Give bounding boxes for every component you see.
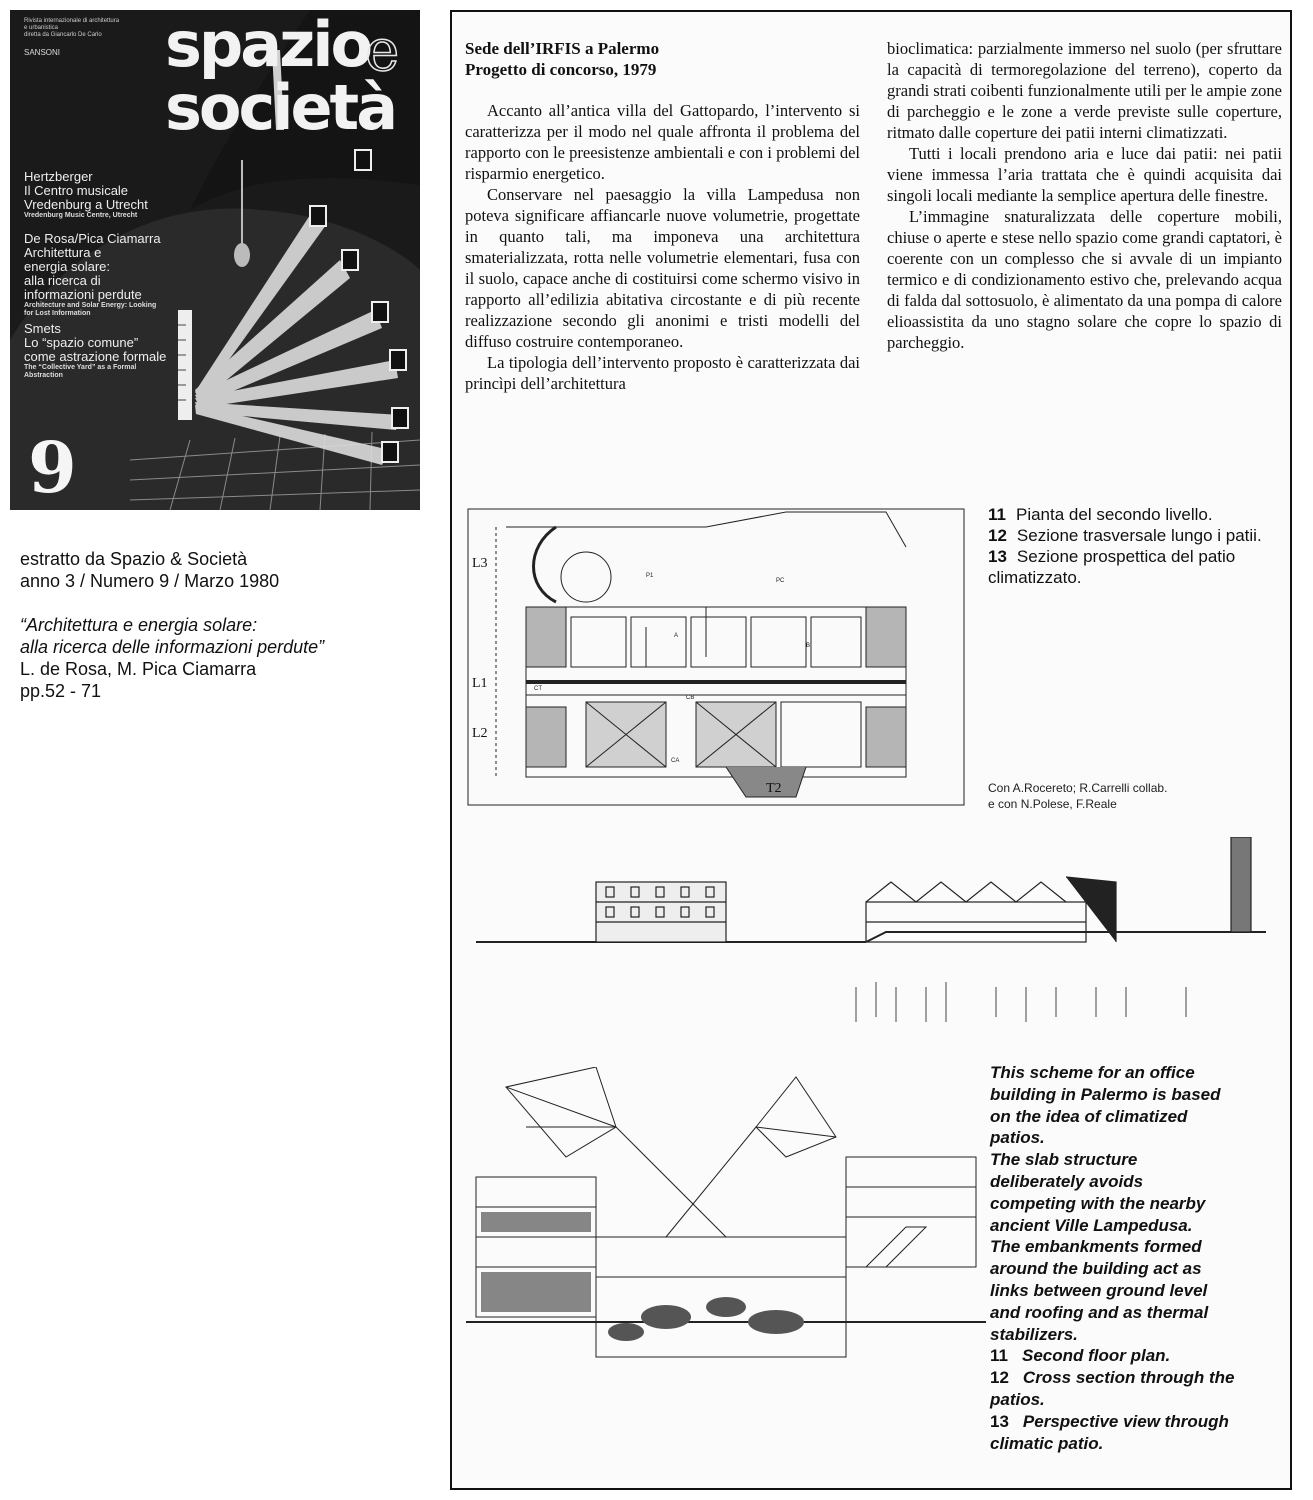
english-summary-line: on the idea of climatized	[990, 1106, 1188, 1126]
caption-item	[988, 525, 1288, 546]
cover-feature-heading: Il Centro musicale	[24, 183, 129, 198]
cover-feature-subtitle: Abstraction	[24, 372, 63, 379]
english-summary-line: links between ground level	[990, 1280, 1208, 1300]
caption-number: 12	[990, 1368, 1009, 1388]
article-page	[450, 10, 1292, 1490]
cover-feature-heading: Architettura e	[24, 245, 102, 260]
cover-feature-subtitle: Architecture and Solar Energy: Looking	[24, 302, 157, 309]
caption-text: Second floor plan.	[1021, 1346, 1171, 1366]
plan-label: L3	[472, 556, 488, 571]
caption-text: Sezione prospettica del patio climatizzato.	[988, 547, 1236, 587]
caption-number: 13	[988, 547, 1007, 566]
magazine-cover	[10, 10, 420, 510]
cover-feature-subtitle: for Lost Information	[24, 310, 91, 317]
cover-feature-heading: Lo “spazio comune”	[24, 335, 139, 350]
article-heading-line: Sede dell’IRFIS a Palermo	[465, 39, 660, 58]
plan-label: L1	[472, 676, 488, 691]
cover-masthead-line: e urbanistica	[24, 25, 59, 31]
cover-feature-heading: come astrazione formale	[24, 349, 167, 364]
cover-publisher: SANSONI	[24, 48, 61, 57]
plan-label: L2	[472, 726, 488, 741]
credit-line: Con A.Rocereto; R.Carrelli collab.	[988, 781, 1168, 795]
cover-feature-heading: De Rosa/Pica Ciamarra	[24, 231, 161, 246]
caption-number: 11	[990, 1346, 1008, 1366]
caption-number: 11	[988, 505, 1006, 524]
cover-masthead-line: diretta da Giancarlo De Carlo	[24, 32, 102, 38]
figure-captions-it	[988, 504, 1288, 588]
caption-number: 13	[990, 1411, 1009, 1431]
floor-plan-drawing	[466, 507, 966, 807]
english-summary-line: and roofing and as thermal	[990, 1302, 1209, 1322]
english-summary-line: The slab structure	[990, 1150, 1138, 1170]
cover-feature-heading: Vredenburg a Utrecht	[24, 197, 148, 212]
article-column-right	[887, 38, 1282, 353]
english-summary-line: ancient Ville Lampedusa.	[990, 1215, 1193, 1235]
cover-title-line2: società	[165, 71, 396, 144]
cover-masthead-line: Rivista internazionale di architettura	[24, 18, 120, 24]
article-paragraph: Accanto all’antica villa del Gattopardo, l’intervento si caratterizza per il modo nel quale affronta il problema del rapporto con le preesistenze ambientali e con i problemi del risparmio energetico.	[465, 101, 860, 183]
caption-item	[990, 1345, 1285, 1367]
article-heading-line: Progetto di concorso, 1979	[465, 60, 657, 79]
cover-feature-heading: Smets	[24, 321, 61, 336]
plan-label: B	[806, 643, 811, 649]
cover-feature-heading: Hertzberger	[24, 169, 93, 184]
cover-feature-heading: alla ricerca di	[24, 273, 101, 288]
cross-section-drawing	[466, 837, 1286, 1027]
english-summary-line: stabilizers.	[990, 1324, 1078, 1344]
citation-block	[20, 548, 420, 702]
citation-issue: anno 3 / Numero 9 / Marzo 1980	[20, 571, 280, 591]
citation-article-title: alla ricerca delle informazioni perdute”	[20, 637, 325, 657]
caption-item	[990, 1367, 1285, 1411]
plan-label: PC	[776, 578, 785, 584]
english-summary-line: around the building act as	[990, 1259, 1202, 1279]
cover-feature-subtitle: Vredenburg Music Centre, Utrecht	[24, 212, 138, 219]
article-paragraph: Tutti i locali prendono aria e luce dai patii: nei patii viene immessa l’aria trattata che è quindi acquisita dai singoli locali mediante la semplice apertura delle finestre.	[887, 144, 1282, 205]
caption-number: 12	[988, 526, 1007, 545]
plan-label: T2	[766, 781, 782, 796]
cover-title-line1: spazio	[165, 10, 371, 81]
english-summary-line: competing with the nearby	[990, 1193, 1206, 1213]
article-paragraph: La tipologia dell’intervento proposto è caratterizzata dai princìpi dell’architettura	[465, 353, 860, 393]
cover-feature-heading: informazioni perdute	[24, 287, 142, 302]
article-heading	[465, 38, 860, 80]
english-summary-line: patios.	[990, 1128, 1045, 1148]
plan-label: CT	[534, 686, 542, 692]
citation-source: estratto da Spazio & Società	[20, 549, 248, 569]
english-summary-line: deliberately avoids	[990, 1171, 1144, 1191]
article-paragraph: L’immagine snaturalizzata delle coperture mobili, chiuse o aperte e stese nello spazio come grandi captatori, è coerente con un complesso che si avvale di un impianto termico e di condizionamento estivo che, prelevando acqua di falda dal sottosuolo, è alimentato da una pompa di calore elioassistita da uno stagno solare che copre lo spazio di parcheggio.	[887, 207, 1282, 352]
credit-line: e con N.Polese, F.Reale	[988, 797, 1117, 811]
caption-item	[988, 546, 1288, 588]
plan-label: CA	[671, 758, 680, 764]
caption-text: Sezione trasversale lungo i patii.	[1016, 526, 1262, 545]
plan-label: CB	[686, 695, 695, 701]
caption-text: Perspective view through climatic patio.	[990, 1411, 1229, 1453]
cover-feature-block	[24, 232, 161, 318]
plan-label: P1	[646, 573, 654, 579]
cover-feature-block	[24, 322, 166, 380]
article-paragraph: bioclimatica: parzialmente immerso nel suolo (per sfruttare la capacità di termoregolazione del terreno), coperto da grandi strati coibenti funzionalmente utili per le ampie zone di parcheggio e le zone a verde previste sulle coperture, ritmato dalle coperture dei patii interni climatizzati.	[887, 39, 1282, 142]
citation-pages: pp.52 - 71	[20, 681, 102, 701]
citation-article-title: “Architettura e energia solare:	[20, 615, 258, 635]
cover-feature-subtitle: The “Collective Yard” as a Formal	[24, 364, 137, 371]
english-summary-line: The embankments formed	[990, 1237, 1202, 1257]
caption-text: Pianta del secondo livello.	[1015, 505, 1213, 524]
caption-item	[988, 504, 1288, 525]
plan-label: A	[674, 633, 679, 639]
perspective-section-drawing	[466, 1067, 986, 1372]
collaborators-credit	[988, 780, 1288, 812]
cover-issue-number: 9	[28, 426, 77, 509]
figure-captions-en	[990, 1062, 1285, 1454]
citation-authors: L. de Rosa, M. Pica Ciamarra	[20, 659, 257, 679]
caption-text: Cross section through the patios.	[990, 1368, 1235, 1409]
cover-feature-heading: energia solare:	[24, 259, 110, 274]
article-paragraph: Conservare nel paesaggio la villa Lampedusa non poteva significare affiancarle nuove volumetrie, progettate in quanto tali, ma imponeva una architettura smaterializzata, rotta nelle volumetrie elementari, fusa con il suolo, capace anche di costituirsi come schermo visivo in rapporto all’edilizia abitativa circostante e di più recente realizzazione secondo gli anonimi e tristi modelli del diffuso costruire contemporaneo.	[465, 185, 860, 351]
english-summary-line: This scheme for an office	[990, 1063, 1195, 1082]
cover-title-e: e	[365, 16, 400, 84]
article-column-left	[465, 38, 860, 394]
cover-feature-block	[24, 170, 148, 220]
english-summary-line: building in Palermo is based	[990, 1084, 1221, 1104]
caption-item	[990, 1411, 1285, 1455]
